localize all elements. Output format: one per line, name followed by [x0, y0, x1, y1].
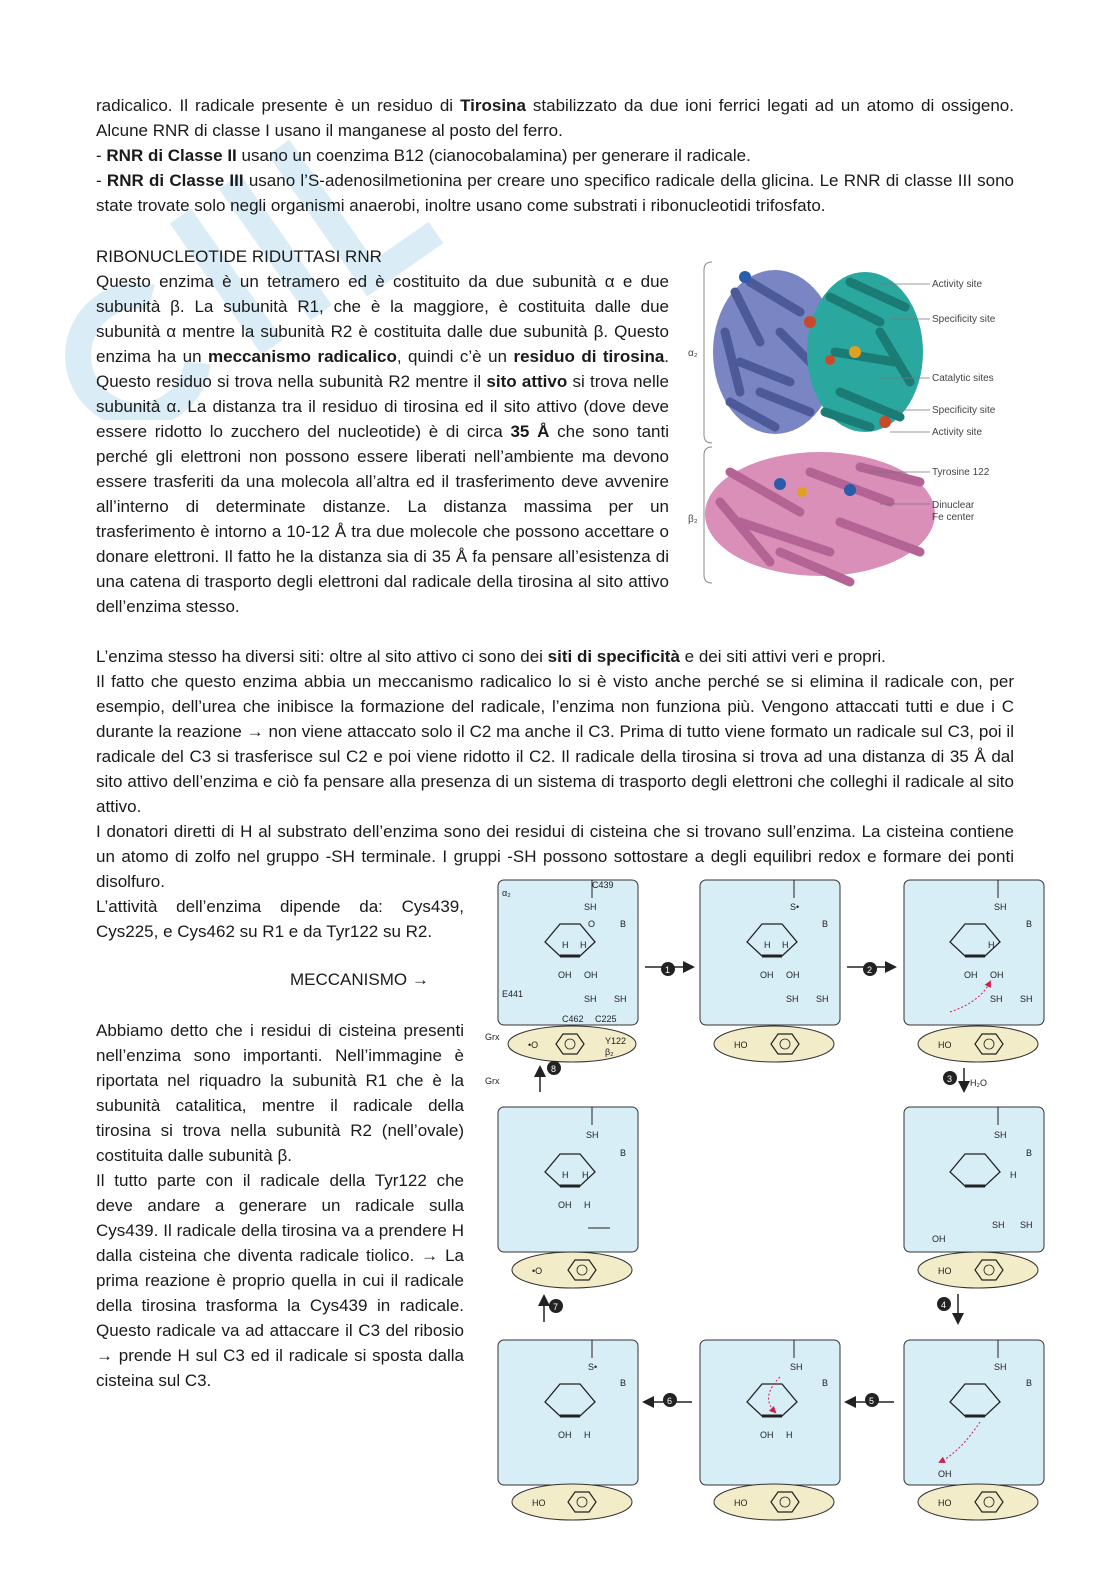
- alpha-label: α₂: [688, 348, 698, 359]
- svg-text:H: H: [1010, 1170, 1017, 1180]
- step-6: 6: [667, 1396, 673, 1406]
- svg-text:OH: OH: [786, 970, 800, 980]
- svg-text:H: H: [580, 940, 587, 950]
- panel-e: [904, 1107, 1044, 1288]
- svg-text:OH: OH: [990, 970, 1004, 980]
- panel-h: [904, 1340, 1044, 1520]
- svg-text:HO: HO: [938, 1040, 952, 1050]
- svg-text:B: B: [1026, 1148, 1033, 1158]
- mechanism-title: MECCANISMO →: [290, 970, 429, 989]
- rnr-paragraph: Questo enzima è un tetramero ed è costituito da due subunità α e due subunità β. La subunità R1, che è la maggiore, è costituita dalle due subunità α mentre la subunità R2 è costituita dalle due subunità β. Questo enzima ha un meccanismo radicalico, quindi c’è un residuo di tirosina. Questo residuo si trova nella subunità R2 mentre il sito attivo si trova nelle subunità α. La distanza tra il residuo di tirosina ed il sito attivo (dove deve essere ridotto lo zucchero del nucleotide) è di circa 35 Å che sono tanti perché gli elettroni non possono essere liberati nell’ambiente ma devono essere trasferiti da una molecola all’altra ed il trasferimento deve avvenire all’interno di determinate distanze. La distanza massima per un trasferimento è intorno a 10-12 Å tra due molecole che possono accettare o donare elettroni. Il fatto he la distanza sia di 35 Å fa pensare all’esistenza di una catena di trasporto degli elettroni dal radicale della tirosina al sito attivo dell’enzima stesso.: [96, 272, 670, 616]
- svg-text:B: B: [1026, 919, 1033, 929]
- rnr-structure-figure: [680, 252, 1020, 597]
- svg-text:SH: SH: [614, 994, 627, 1004]
- svg-text:α₂: α₂: [502, 888, 511, 898]
- label-tyrosine-122: Tyrosine 122: [932, 467, 990, 478]
- svg-text:OH: OH: [760, 1430, 774, 1440]
- step-5: 5: [869, 1396, 875, 1406]
- svg-text:H: H: [584, 1430, 591, 1440]
- svg-text:HO: HO: [938, 1498, 952, 1508]
- svg-text:H: H: [782, 940, 789, 950]
- svg-text:•O: •O: [528, 1040, 539, 1050]
- label-fe-center: Fe center: [932, 512, 975, 523]
- panel-g: [700, 1340, 840, 1520]
- section-title: RIBONUCLEOTIDE RIDUTTASI RNR: [96, 247, 382, 266]
- svg-text:H₂O: H₂O: [970, 1078, 987, 1088]
- svg-text:SH: SH: [786, 994, 799, 1004]
- mechanism-text-p1: Abbiamo detto che i residui di cisteina presenti nell’enzima sono importanti. Nell’immagine è riportata nel riquadro la subunità R1 che è la subunità catalitica, mentre il radicale della tirosina si trova nella subunità R2 (nell’ovale) costituita dalle subunità β.: [96, 1021, 464, 1165]
- label-specificity-site-2: Specificity site: [932, 405, 996, 416]
- svg-text:S•: S•: [790, 902, 800, 912]
- svg-text:SH: SH: [584, 994, 597, 1004]
- alpha-bracket: [704, 262, 712, 443]
- svg-text:SH: SH: [994, 902, 1007, 912]
- step-7: 7: [553, 1302, 559, 1312]
- svg-text:OH: OH: [584, 970, 598, 980]
- panel-c: [904, 880, 1044, 1062]
- step-4: 4: [941, 1300, 947, 1310]
- svg-text:HO: HO: [734, 1498, 748, 1508]
- step-2: 2: [867, 965, 873, 975]
- svg-text:OH: OH: [558, 1200, 572, 1210]
- mechanism-text-p2: Il tutto parte con il radicale della Tyr122 che deve andare a generare un radicale sulla Cys439. Il radicale della tirosina va a prendere H dalla cisteina che diventa radicale tiolico. → La prima reazione è proprio quella in cui il radicale della tirosina trasforma la Cys439 in radicale. Questo radicale va ad attaccare il C3 del ribosio → prende H sul C3 ed il radicale si sposta dalla cisteina sul C3.: [96, 1171, 464, 1390]
- label-catalytic-sites: Catalytic sites: [932, 373, 994, 384]
- svg-text:H: H: [584, 1200, 591, 1210]
- svg-text:HO: HO: [532, 1498, 546, 1508]
- step-8: 8: [551, 1064, 557, 1074]
- svg-text:OH: OH: [938, 1469, 952, 1479]
- svg-text:SH: SH: [1020, 994, 1033, 1004]
- svg-text:HO: HO: [938, 1266, 952, 1276]
- beta-label: β₂: [688, 514, 698, 525]
- svg-text:B: B: [822, 1378, 829, 1388]
- svg-text:B: B: [1026, 1378, 1033, 1388]
- step-1: 1: [665, 965, 671, 975]
- svg-text:H: H: [988, 940, 995, 950]
- svg-text:OH: OH: [932, 1234, 946, 1244]
- svg-text:OH: OH: [558, 970, 572, 980]
- svg-text:S•: S•: [588, 1362, 598, 1372]
- svg-text:B: B: [822, 919, 829, 929]
- mechanism-text: [96, 1018, 464, 1393]
- svg-text:B: B: [620, 919, 627, 929]
- mechanism-figure: [480, 872, 1060, 1532]
- label-activity-site-1: Activity site: [932, 279, 983, 290]
- svg-text:•O: •O: [532, 1266, 543, 1276]
- svg-text:Grx: Grx: [485, 1032, 500, 1042]
- svg-text:β₂: β₂: [605, 1047, 614, 1057]
- label-activity-site-2: Activity site: [932, 427, 983, 438]
- svg-text:SH: SH: [994, 1130, 1007, 1140]
- svg-text:SH: SH: [790, 1362, 803, 1372]
- svg-text:SH: SH: [586, 1130, 599, 1140]
- svg-text:Grx: Grx: [485, 1076, 500, 1086]
- svg-text:O: O: [588, 919, 596, 929]
- radical-paragraph: Il fatto che questo enzima abbia un meccanismo radicalico lo si è visto anche perché se si elimina il radicale con, per esempio, dell’urea che inibisce la formazione del radicale, l’enzima non funziona più. Vengono attaccati tutti e due i C durante la reazione → non viene attaccato solo il C2 ma anche il C3. Prima di tutto viene formato un radicale sul C3, poi il radicale del C3 si trasferisce sul C2 e poi viene ridotto il C2. Il radicale della tirosina si trova ad una distanza di 35 Å dal sito attivo dell’enzima e ciò fa pensare alla presenza di un sistema di trasporto degli elettroni che colleghi il radicale al sito attivo.: [96, 672, 1014, 816]
- svg-text:SH: SH: [992, 1220, 1005, 1230]
- panel-f: [498, 1340, 638, 1520]
- svg-text:HO: HO: [734, 1040, 748, 1050]
- svg-text:OH: OH: [558, 1430, 572, 1440]
- sites-paragraph: L’enzima stesso ha diversi siti: oltre al sito attivo ci sono dei siti di specificità e dei siti attivi veri e propri.: [96, 647, 886, 666]
- beta-subunit: [705, 452, 935, 582]
- svg-text:H: H: [582, 1170, 589, 1180]
- svg-text:C225: C225: [595, 1014, 617, 1024]
- step-3: 3: [947, 1074, 953, 1084]
- panel-d: [498, 1107, 638, 1288]
- activity-paragraph: L’attività dell’enzima dipende da: Cys439, Cys225, e Cys462 su R1 e da Tyr122 su R2.: [96, 897, 464, 941]
- label-dinuclear: Dinuclear: [932, 500, 975, 511]
- svg-text:OH: OH: [760, 970, 774, 980]
- panel-a: [498, 880, 638, 1062]
- svg-text:OH: OH: [964, 970, 978, 980]
- svg-text:B: B: [620, 1378, 627, 1388]
- svg-text:SH: SH: [994, 1362, 1007, 1372]
- svg-text:SH: SH: [816, 994, 829, 1004]
- svg-text:SH: SH: [584, 902, 597, 912]
- panel-b: [700, 880, 840, 1062]
- svg-text:SH: SH: [1020, 1220, 1033, 1230]
- svg-text:C439: C439: [592, 880, 614, 890]
- label-specificity-site-1: Specificity site: [932, 314, 996, 325]
- svg-text:B: B: [620, 1148, 627, 1158]
- intro-paragraph: radicalico. Il radicale presente è un residuo di Tirosina stabilizzato da due ioni ferrici legati ad un atomo di ossigeno. Alcune RNR di classe I usano il manganese al posto del ferro. - RNR di Classe II usano un coenzima B12 (cianocobalamina) per generare il radicale. - RNR di Classe III usano l’S-adenosilmetionina per creare uno specifico radicale della glicina. Le RNR di classe III sono state trovate solo negli organismi anaerobi, inoltre usano come substrati i ribonucleotidi trifosfato.: [96, 96, 1015, 215]
- svg-text:H: H: [786, 1430, 793, 1440]
- svg-text:H: H: [562, 940, 569, 950]
- svg-text:H: H: [562, 1170, 569, 1180]
- svg-text:E441: E441: [502, 989, 524, 999]
- svg-text:H: H: [764, 940, 771, 950]
- alpha-subunit-teal: [807, 272, 923, 432]
- svg-text:SH: SH: [990, 994, 1003, 1004]
- donors-paragraph: I donatori diretti di H al substrato dell’enzima sono dei residui di cisteina che si trovano sull’enzima. La cisteina contiene un atomo di zolfo nel gruppo -SH terminale. I gruppi -SH possono sottostare a degli equilibri redox e formare dei ponti disolfuro.: [96, 822, 1014, 891]
- svg-text:C462: C462: [562, 1014, 584, 1024]
- svg-text:Y122: Y122: [605, 1036, 627, 1046]
